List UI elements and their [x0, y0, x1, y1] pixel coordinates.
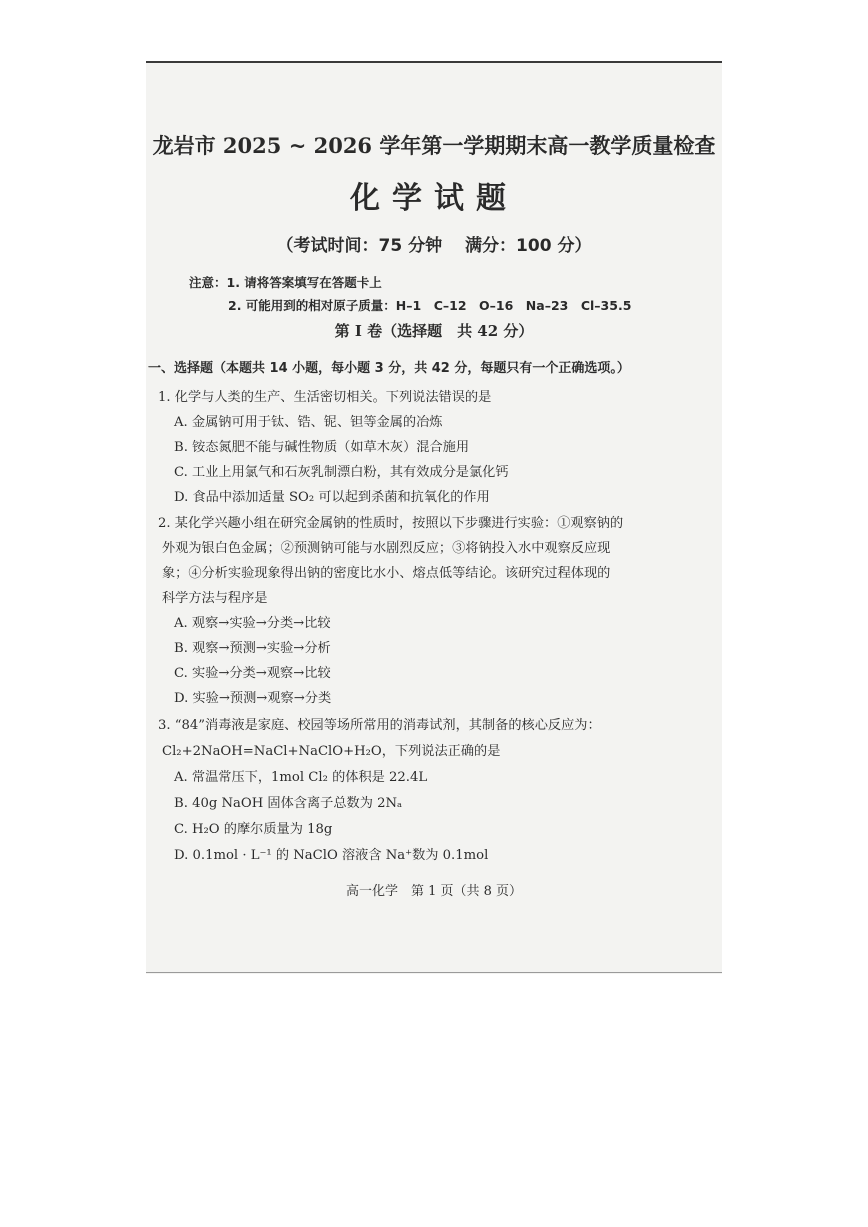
note-2: 2. 可能用到的相对原子质量：H–1 C–12 O–16 Na–23 Cl–35.5	[228, 298, 632, 313]
exam-title: 龙岩市 2025 ~ 2026 学年第一学期期末高一教学质量检查	[152, 133, 716, 158]
q1-option-c: C. 工业上用氯气和石灰乳制漂白粉，其有效成分是氯化钙	[174, 465, 509, 480]
q3-stem-line-2: Cl₂+2NaOH=NaCl+NaClO+H₂O，下列说法正确的是	[162, 744, 501, 759]
top-rule	[146, 61, 722, 63]
q1-option-a: A. 金属钠可用于钛、锆、铌、钽等金属的冶炼	[174, 415, 443, 430]
q1-option-b: B. 铵态氮肥不能与碱性物质（如草木灰）混合施用	[174, 440, 470, 455]
section-title: 第 I 卷（选择题 共 42 分）	[334, 322, 534, 340]
q1-stem: 1. 化学与人类的生产、生活密切相关。下列说法错误的是	[158, 390, 492, 405]
q2-option-c: C. 实验→分类→观察→比较	[174, 666, 331, 681]
page-footer: 高一化学 第 1 页（共 8 页）	[345, 884, 523, 899]
exam-info: （考试时间：75 分钟 满分：100 分）	[276, 236, 592, 256]
subject-title: 化学试题	[350, 181, 518, 216]
note-1: 注意：1. 请将答案填写在答题卡上	[189, 275, 382, 290]
q2-option-b: B. 观察→预测→实验→分析	[174, 641, 331, 656]
q3-option-a: A. 常温常压下，1mol Cl₂ 的体积是 22.4L	[174, 770, 428, 785]
q3-option-c: C. H₂O 的摩尔质量为 18g	[174, 822, 333, 837]
q2-option-d: D. 实验→预测→观察→分类	[174, 691, 332, 706]
q3-option-b: B. 40g NaOH 固体含离子总数为 2Nₐ	[174, 796, 403, 811]
q3-stem-line-1: 3. “84”消毒液是家庭、校园等场所常用的消毒试剂，其制备的核心反应为：	[158, 718, 601, 733]
q2-stem-line-2: 外观为银白色金属；②预测钠可能与水剧烈反应；③将钠投入水中观察反应现	[162, 541, 611, 556]
part-title: 一、选择题（本题共 14 小题，每小题 3 分，共 42 分，每题只有一个正确选项。）	[148, 361, 630, 376]
q2-stem-line-4: 科学方法与程序是	[162, 591, 268, 606]
q1-option-d: D. 食品中添加适量 SO₂ 可以起到杀菌和抗氧化的作用	[174, 490, 490, 505]
q3-option-d: D. 0.1mol · L⁻¹ 的 NaClO 溶液含 Na⁺数为 0.1mol	[174, 848, 489, 863]
q2-option-a: A. 观察→实验→分类→比较	[174, 616, 331, 631]
q2-stem-line-1: 2. 某化学兴趣小组在研究金属钠的性质时，按照以下步骤进行实验：①观察钠的	[158, 516, 624, 531]
bottom-rule	[146, 972, 722, 973]
q2-stem-line-3: 象；④分析实验现象得出钠的密度比水小、熔点低等结论。该研究过程体现的	[162, 566, 611, 581]
